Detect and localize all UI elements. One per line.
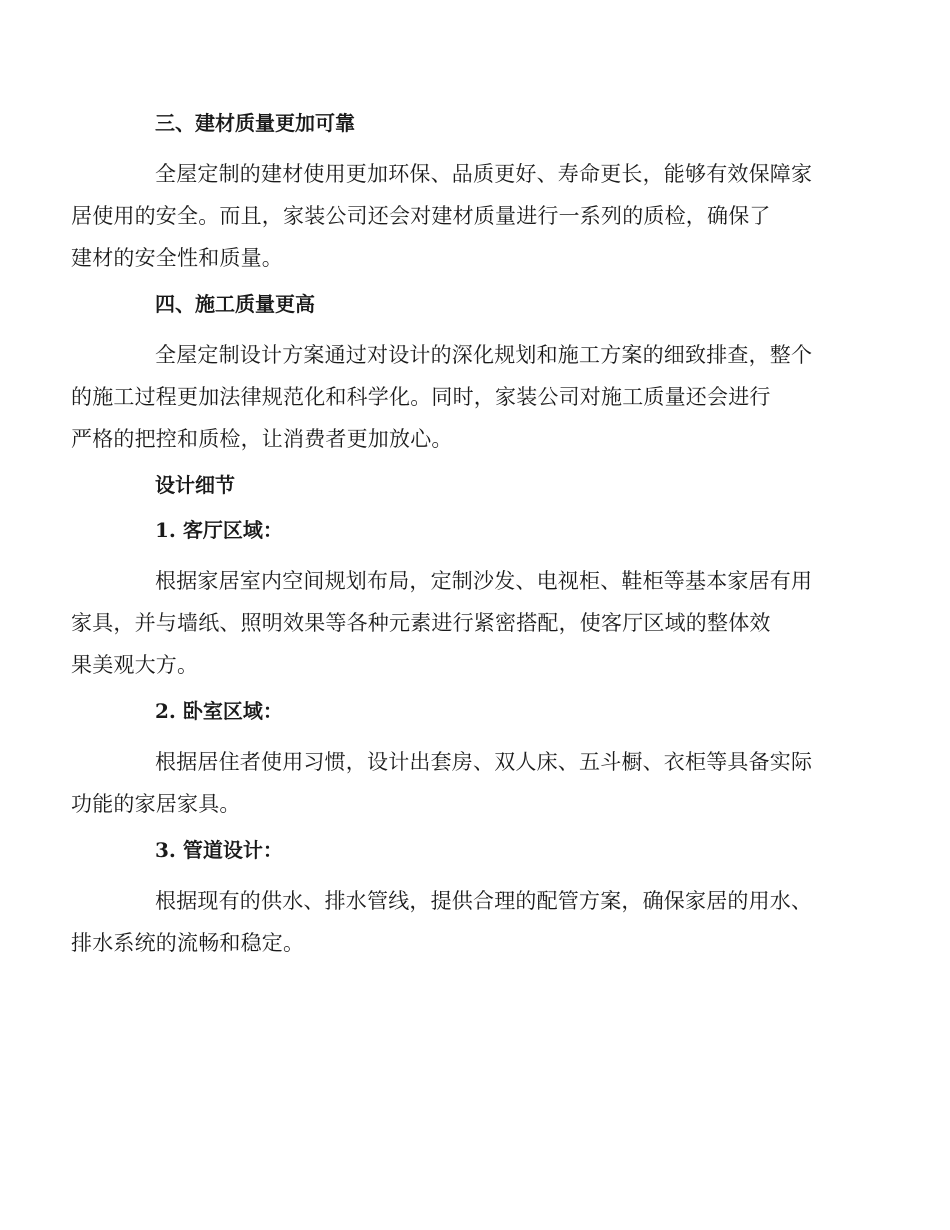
paragraph-line: 居使用的安全。而且，家装公司还会对建材质量进行一系列的质检，确保了: [71, 204, 771, 228]
paragraph-line: 建材的安全性和质量。: [71, 246, 283, 270]
document-page: [71, 108, 831, 974]
paragraph-line: 家具，并与墙纸、照明效果等各种元素进行紧密搭配，使客厅区域的整体效: [71, 611, 771, 635]
paragraph-line: 功能的家居家具。: [71, 792, 241, 816]
paragraph-line: 全屋定制的建材使用更加环保、品质更好、寿命更长，能够有效保障家: [155, 162, 813, 186]
section-heading-building-materials: 三、建材质量更加可靠: [155, 111, 355, 135]
paragraph-line: 根据居住者使用习惯，设计出套房、双人床、五斗橱、衣柜等具备实际: [155, 750, 813, 774]
section-paragraph-building-materials: [71, 153, 831, 279]
section-paragraph-bedroom: [71, 741, 831, 825]
paragraph-line: 果美观大方。: [71, 653, 199, 677]
paragraph-line: 的施工过程更加法律规范化和科学化。同时，家装公司对施工质量还会进行: [71, 385, 771, 409]
paragraph-line: 排水系统的流畅和稳定。: [71, 931, 305, 955]
paragraph-line: 全屋定制设计方案通过对设计的深化规划和施工方案的细致排查，整个: [155, 343, 813, 367]
paragraph-line: 根据家居室内空间规划布局，定制沙发、电视柜、鞋柜等基本家居有用: [155, 569, 813, 593]
section-heading-living-room: 1. 客厅区域：: [155, 518, 283, 542]
paragraph-line: 根据现有的供水、排水管线，提供合理的配管方案，确保家居的用水、: [155, 889, 813, 913]
section-heading-piping: 3. 管道设计：: [155, 838, 283, 862]
paragraph-line: 严格的把控和质检，让消费者更加放心。: [71, 427, 453, 451]
section-heading-construction-quality: 四、施工质量更高: [155, 292, 315, 316]
section-paragraph-living-room: [71, 560, 831, 686]
section-heading-bedroom: 2. 卧室区域：: [155, 699, 283, 723]
section-heading-design-details: 设计细节: [155, 473, 235, 497]
section-paragraph-piping: [71, 880, 831, 964]
section-paragraph-construction-quality: [71, 334, 831, 460]
